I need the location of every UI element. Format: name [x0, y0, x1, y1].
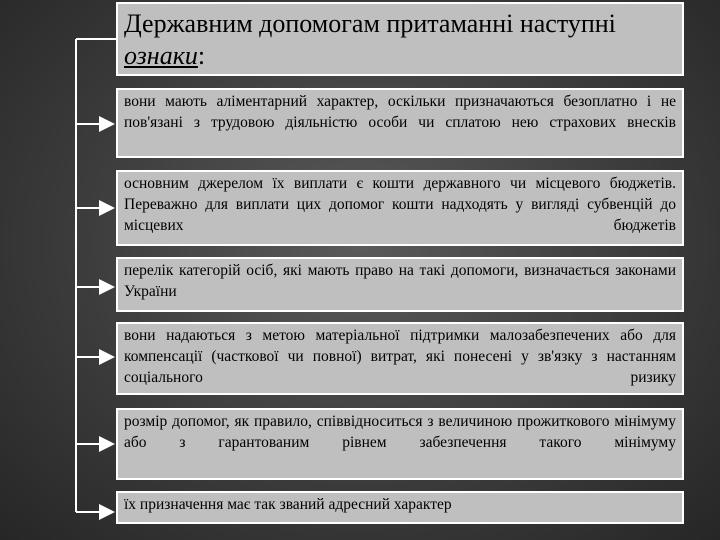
title-line-2 [124, 40, 676, 72]
title-line-1: Державним допомогам притаманні наступні [124, 9, 616, 38]
feature-box-6: їх призначення має так званий адресний характер [116, 491, 684, 524]
title-keyword: ознаки [124, 41, 198, 70]
feature-box-2: основним джерелом їх виплати є кошти державного чи місцевого бюджетів. Переважно для виплати цих допомог кошти надходять у вигляді субвенцій до місцевих бюджетів [116, 170, 684, 246]
title-colon: : [197, 41, 206, 70]
feature-box-4: вони надаються з метою матеріальної підтримки малозабезпечених або для компенсації (часткової чи повної) витрат, які понесені у зв'язку з настанням соціального ризику [116, 322, 684, 395]
diagram-title [116, 2, 684, 76]
feature-box-3: перелік категорій осіб, які мають право на такі допомоги, визначається законами України [116, 257, 684, 312]
feature-box-1: вони мають аліментарний характер, оскільки призначаються безоплатно і не пов'язані з трудовою діяльністю особи чи сплатою нею страхових внесків [116, 88, 684, 158]
feature-box-5: розмір допомог, як правило, співвідноситься з величиною прожиткового мінімуму або з гарантованим рівнем забезпечення такого мінімуму [116, 408, 684, 480]
